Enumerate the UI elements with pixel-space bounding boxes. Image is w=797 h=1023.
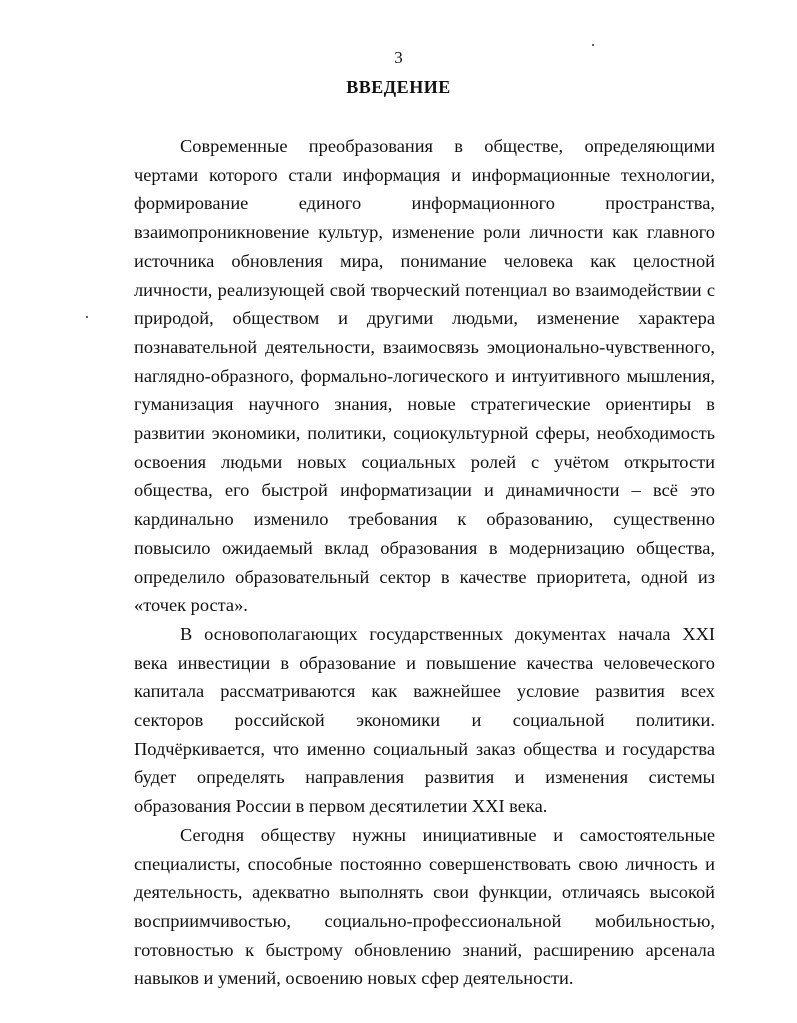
paragraph: В основополагающих государственных документах начала XXI века инвестиции в образование и повышение качества человеческого капитала рассматриваются как важнейшее условие развития всех секторов российской экономики и социальной политики. Подчёркивается, что именно социальный заказ общества и государства будет определять направления развития и изменения системы образования России в первом десятилетии XXI века. (134, 623, 715, 817)
paragraph: Сегодня обществу нужны инициативные и самостоятельные специалисты, способные постоянно совершенствовать свою личность и деятельность, адекватно выполнять свои функции, отличаясь высокой восприимчивостью, социально-профессиональной мобильностью, готовностью к быстрому обновлению знаний, расширению арсенала навыков и умений, освоению новых сфер деятельности. (134, 824, 715, 989)
paragraph: Современные преобразования в обществе, определяющими чертами которого стали информация и информационные технологии, формирование единого информационного пространства, взаимопроникновение культур, изменение роли личности как главного источника обновления мира, понимание человека как целостной личности, реализующей свой творческий потенциал во взаимодействии с природой, обществом и другими людьми, изменение характера познавательной деятельности, взаимосвязь эмоционально-чувственного, наглядно-образного, формально-логического и интуитивного мышления, гуманизация научного знания, новые стратегические ориентиры в развитии экономики, политики, социокультурной сферы, необходимость освоения людьми новых социальных ролей с учётом открытости общества, его быстрой информатизации и динамичности – всё это кардинально изменило требования к образованию, существенно повысило ожидаемый вклад образования в модернизацию общества, определило образовательный сектор в качестве приоритета, одной из «точек роста». (134, 136, 715, 616)
body-text (134, 132, 715, 993)
page-number: 3 (394, 48, 403, 67)
scan-speck (86, 316, 88, 318)
section-heading: ВВЕДЕНИЕ (346, 77, 451, 97)
scan-speck (592, 44, 594, 46)
